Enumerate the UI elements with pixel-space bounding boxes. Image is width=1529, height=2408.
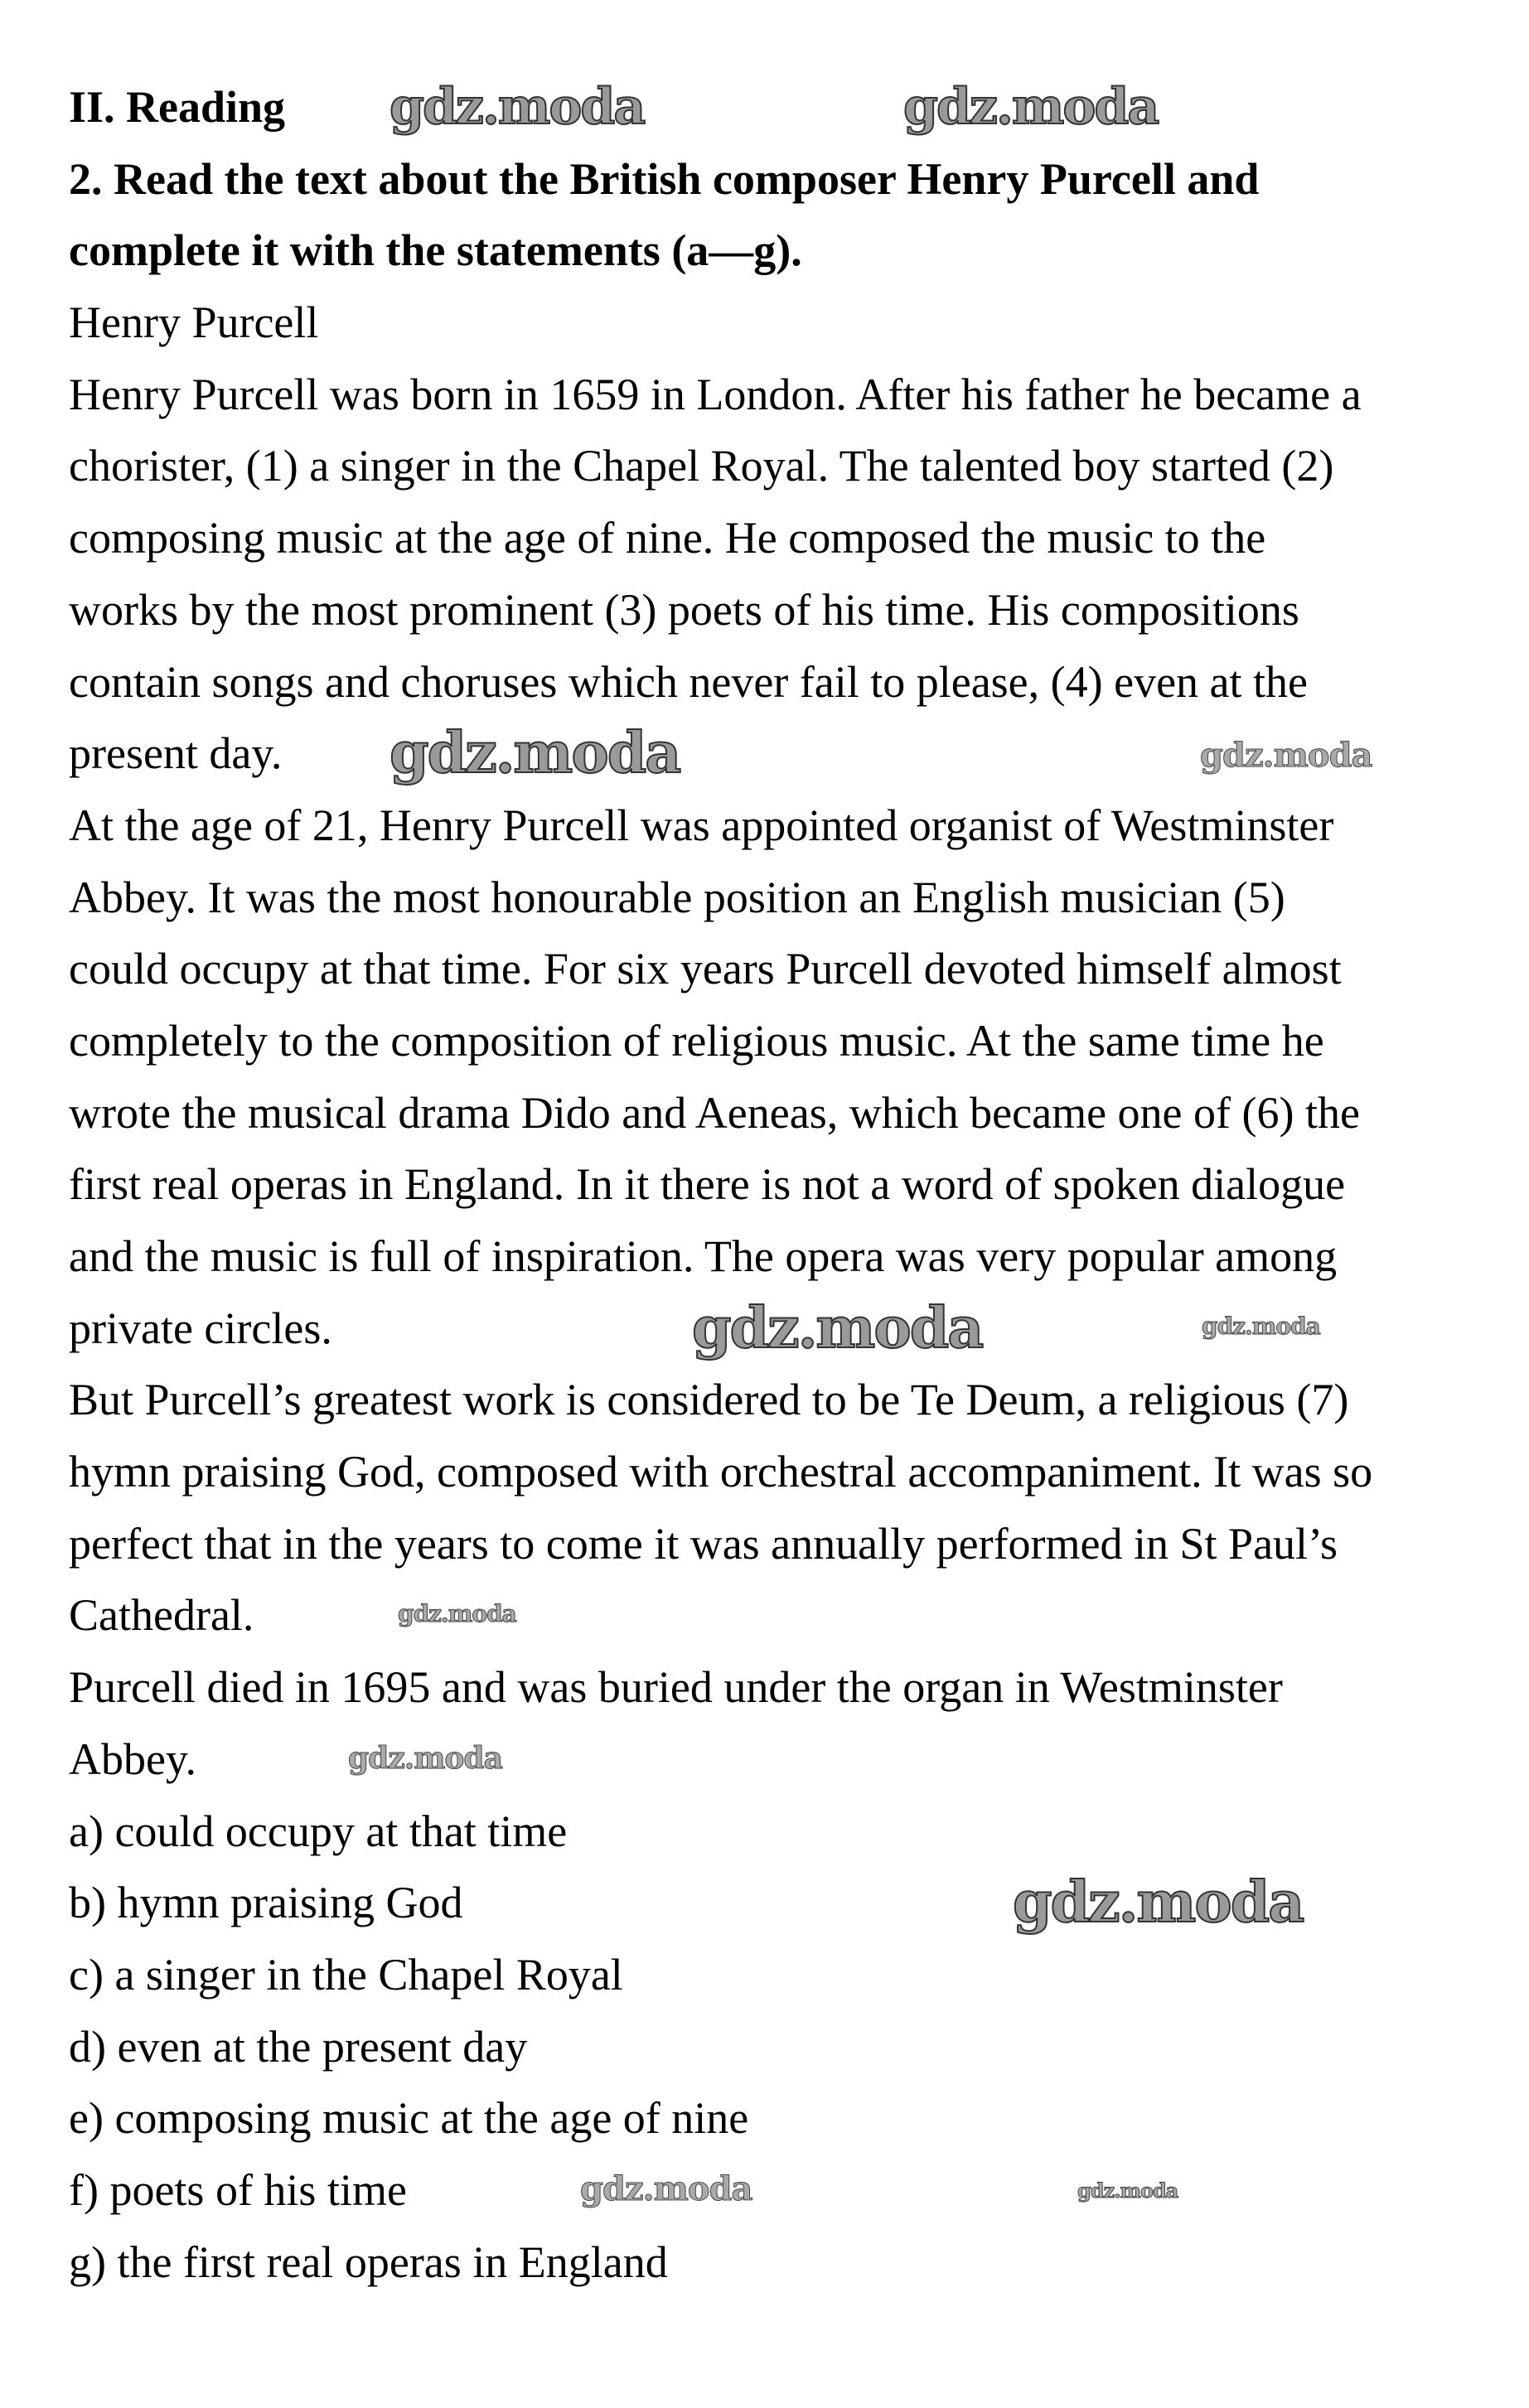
text-line: works by the most prominent (3) poets of his time. His compositions <box>69 584 1299 635</box>
watermark: gdz.moda <box>390 78 645 136</box>
statement-b: b) hymn praising God <box>69 1878 463 1928</box>
text-line: At the age of 21, Henry Purcell was appointed organist of Westminster <box>69 800 1334 850</box>
watermark: gdz.moda <box>1200 736 1372 775</box>
statement-g: g) the first real operas in England <box>69 2236 668 2287</box>
text-line: Purcell died in 1695 and was buried under the organ in Westminster <box>69 1662 1283 1713</box>
text-line: completely to the composition of religious music. At the same time he <box>69 1015 1324 1066</box>
paragraph-3 <box>69 1364 1372 1651</box>
text-line: wrote the musical drama Dido and Aeneas, which became one of (6) the <box>69 1087 1360 1138</box>
watermark: gdz.moda <box>390 720 680 786</box>
watermark: gdz.moda <box>398 1600 516 1627</box>
watermark: gdz.moda <box>1013 1869 1304 1936</box>
text-line: perfect that in the years to come it was annually performed in St Paul’s <box>69 1518 1338 1569</box>
watermark: gdz.moda <box>1077 2178 1178 2202</box>
text-line: But Purcell’s greatest work is considered to be Te Deum, a religious (7) <box>69 1375 1349 1425</box>
text-line: present day. <box>69 728 283 779</box>
text-title: Henry Purcell <box>69 297 319 348</box>
statement-c: c) a singer in the Chapel Royal <box>69 1949 623 1999</box>
watermark: gdz.moda <box>348 1741 502 1776</box>
task-line: 2. Read the text about the British composer Henry Purcell and <box>69 153 1260 204</box>
text-line: chorister, (1) a singer in the Chapel Royal. The talented boy started (2) <box>69 441 1334 491</box>
task-line: complete it with the statements (a—g). <box>69 225 802 276</box>
paragraph-2 <box>69 790 1372 1365</box>
text-line: private circles. <box>69 1303 332 1353</box>
statement-f: f) poets of his time <box>69 2164 407 2215</box>
text-line: hymn praising God, composed with orchestral accompaniment. It was so <box>69 1447 1373 1497</box>
text-line: could occupy at that time. For six years Purcell devoted himself almost <box>69 944 1342 994</box>
text-line: composing music at the age of nine. He composed the music to the <box>69 513 1266 563</box>
text-line: Henry Purcell was born in 1659 in London. After his father he became a <box>69 369 1362 419</box>
text-line: first real operas in England. In it there is not a word of spoken dialogue <box>69 1159 1346 1210</box>
watermark: gdz.moda <box>903 78 1159 136</box>
section-title: II. Reading <box>69 82 286 132</box>
document <box>69 71 1372 2298</box>
statement-d: d) even at the present day <box>69 2021 528 2072</box>
text-line: Abbey. It was the most honourable position an English musician (5) <box>69 872 1285 922</box>
text-line: Abbey. <box>69 1733 196 1784</box>
statement-a: a) could occupy at that time <box>69 1806 568 1856</box>
watermark: gdz.moda <box>1202 1313 1320 1340</box>
text-line: contain songs and choruses which never fail to please, (4) even at the <box>69 656 1308 707</box>
statement-e: e) composing music at the age of nine <box>69 2093 749 2144</box>
watermark: gdz.moda <box>692 1295 983 1361</box>
paragraph-1 <box>69 359 1372 790</box>
text-line: and the music is full of inspiration. The opera was very popular among <box>69 1231 1338 1281</box>
watermark: gdz.moda <box>580 2169 752 2208</box>
paragraph-4 <box>69 1651 1372 1795</box>
text-line: Cathedral. <box>69 1590 254 1641</box>
